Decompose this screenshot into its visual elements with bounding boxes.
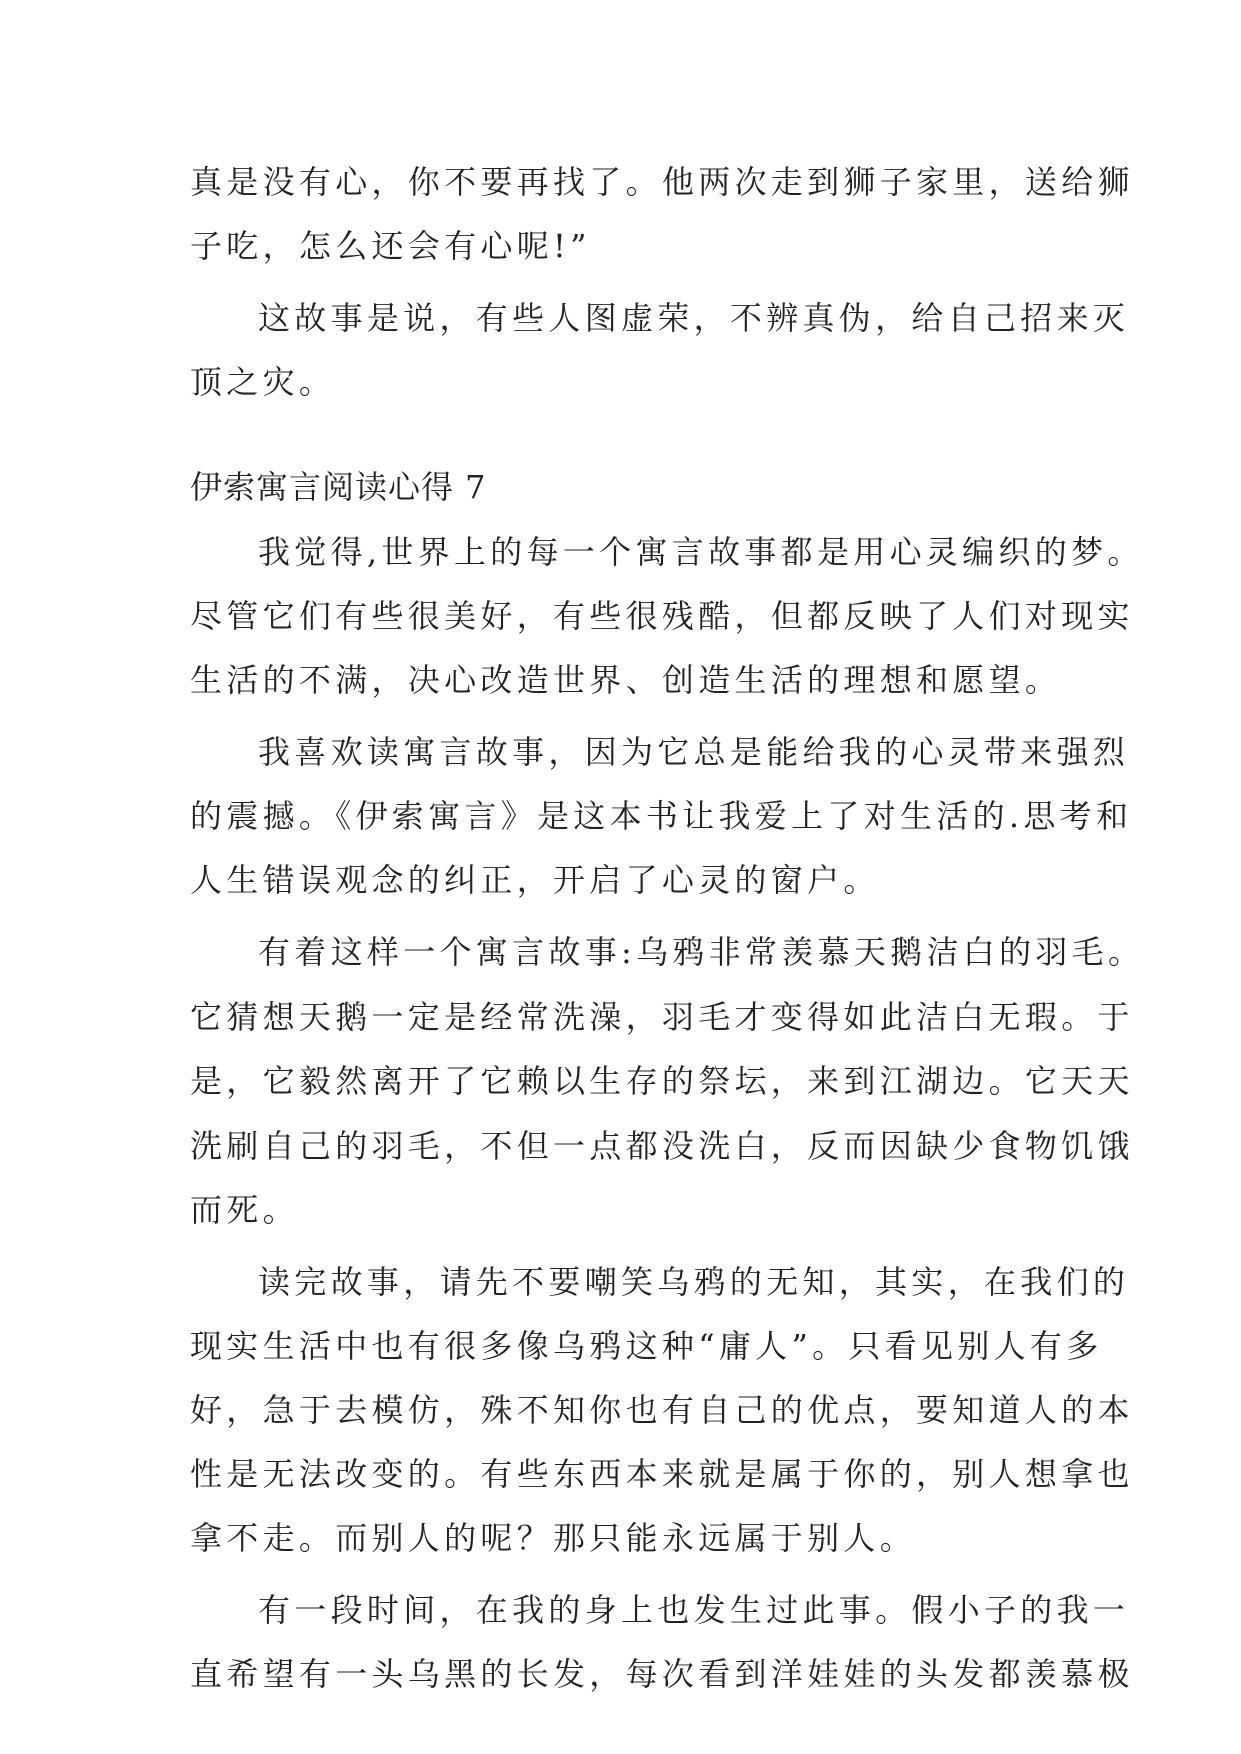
- text-line: 真是没有心，你不要再找了。他两次走到狮子家里，送给狮: [190, 163, 1134, 201]
- text-line: 性是无法改变的。有些东西本来就是属于你的，别人想拿也: [190, 1455, 1134, 1493]
- text-line: 我觉得,世界上的每一个寓言故事都是用心灵编织的梦。: [258, 533, 1144, 571]
- text-line: 直希望有一头乌黑的长发，每次看到洋娃娃的头发都羡慕极: [190, 1655, 1134, 1693]
- text-line: 这故事是说，有些人图虚荣，不辨真伪，给自己招来灭: [258, 299, 1130, 337]
- text-line: 读完故事，请先不要嘲笑乌鸦的无知，其实，在我们的: [258, 1263, 1130, 1301]
- text-line: 它猜想天鹅一定是经常洗澡，羽毛才变得如此洁白无瑕。于: [190, 998, 1134, 1036]
- text-line: 顶之灾。: [190, 363, 336, 401]
- text-line: 有着这样一个寓言故事:乌鸦非常羡慕天鹅洁白的羽毛。: [258, 933, 1145, 971]
- section-heading: 伊索寓言阅读心得 7: [190, 468, 487, 506]
- text-line: 现实生活中也有很多像乌鸦这种“庸人”。只看见别人有多: [190, 1327, 1103, 1365]
- text-line: 尽管它们有些很美好，有些很残酷，但都反映了人们对现实: [190, 597, 1134, 635]
- text-line: 拿不走。而别人的呢？那只能永远属于别人。: [190, 1519, 917, 1557]
- text-line: 而死。: [190, 1191, 299, 1229]
- text-line: 我喜欢读寓言故事，因为它总是能给我的心灵带来强烈: [258, 733, 1130, 771]
- text-line: 好，急于去模仿，殊不知你也有自己的优点，要知道人的本: [190, 1391, 1134, 1429]
- text-line: 是，它毅然离开了它赖以生存的祭坛，来到江湖边。它天天: [190, 1062, 1134, 1100]
- text-line: 人生错误观念的纠正，开启了心灵的窗户。: [190, 861, 880, 899]
- text-line: 洗刷自己的羽毛，不但一点都没洗白，反而因缺少食物饥饿: [190, 1127, 1134, 1165]
- text-line: 的震撼。《伊索寓言》是这本书让我爱上了对生活的.思考和: [190, 797, 1133, 835]
- text-line: 子吃，怎么还会有心呢!”: [190, 227, 591, 265]
- text-line: 有一段时间，在我的身上也发生过此事。假小子的我一: [258, 1591, 1130, 1629]
- text-line: 生活的不满，决心改造世界、创造生活的理想和愿望。: [190, 661, 1062, 699]
